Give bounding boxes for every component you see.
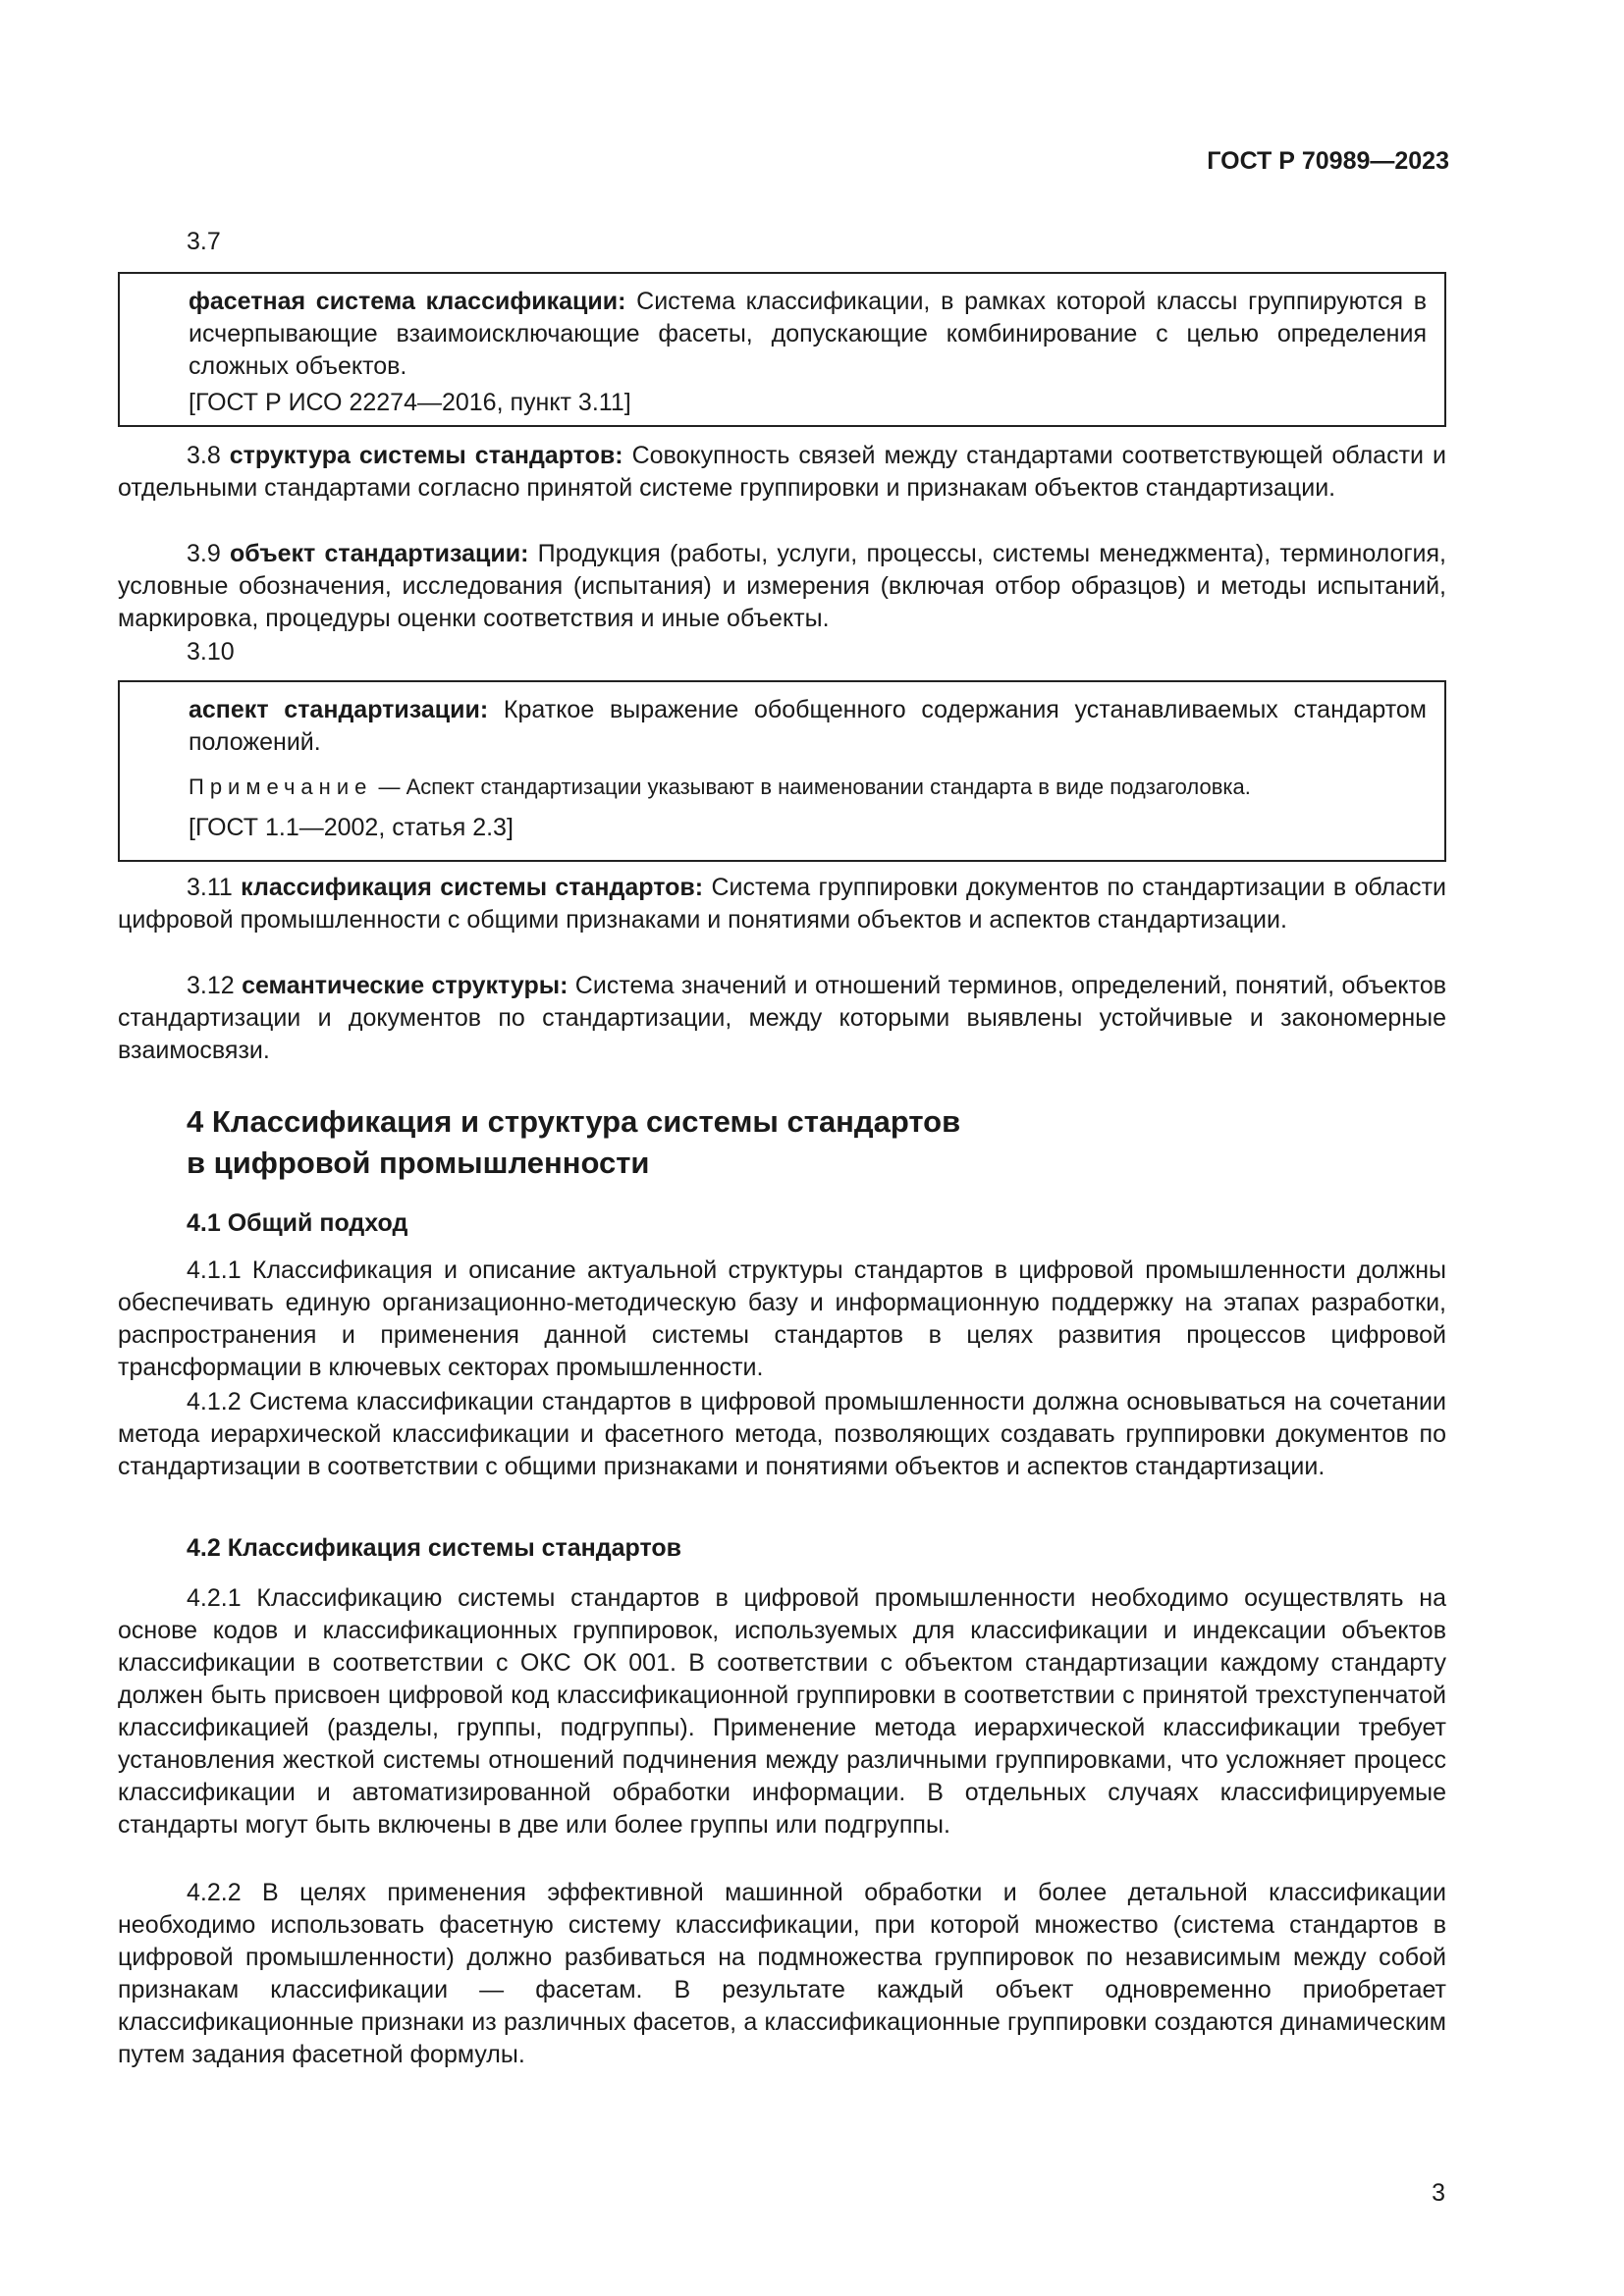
definition-box-3-7 [118,272,1446,427]
term: аспект стандартизации: [189,696,489,723]
term: объект стандартизации: [230,540,529,567]
source-reference: [ГОСТ 1.1—2002, статья 2.3] [189,814,514,841]
paragraph-4-2-2: 4.2.2 В целях применения эффективной машинной обработки и более детальной классификации необходимо использовать фасетную систему классификации, при которой множество (система стандартов в цифровой промышленности) должно разбиваться на подмножества группировок по независимым между собой признакам классификации — фасетам. В результате каждый объект одновременно приобретает классификационные признаки из различных фасетов, а классификационные группировки создаются динамическим путем задания фасетной формулы. [118,1879,1446,2068]
term: классификация системы стандартов: [241,874,704,901]
paragraph-4-1-2: 4.1.2 Система классификации стандартов в цифровой промышленности должна основываться на сочетании метода иерархической классификации и фасетного метода, позволяющих создавать группировки документов по стандартизации в соответствии с общими признаками и понятиями объектов и аспектов стандартизации. [118,1388,1446,1480]
note-label: Примечание [189,774,373,799]
section-title: 4 Классификация и структура системы стандартов в цифровой промышленности [187,1104,961,1180]
definition-box-3-10 [118,680,1446,862]
entry-3-11: 3.11 классификация системы стандартов: Система группировки документов по стандартизации в области цифровой промышленности с общими признаками и понятиями объектов и аспектов стандартизации. [118,874,1446,934]
note: Примечание — Аспект стандартизации указывают в наименовании стандарта в виде подзаголовка. [189,774,1251,799]
entry-number-3-7: 3.7 [187,228,221,255]
term: фасетная система классификации: [189,288,626,315]
paragraph-4-1-1: 4.1.1 Классификация и описание актуальной структуры стандартов в цифровой промышленности должны обеспечивать единую организационно-методическую базу и информационную поддержку на этапах разработки, распространения и применения данной системы стандартов в целях развития процессов цифровой трансформации в ключевых секторах промышленности. [118,1256,1446,1381]
source-reference: [ГОСТ Р ИСО 22274—2016, пункт 3.11] [189,389,631,416]
entry-3-9: 3.9 объект стандартизации: Продукция (работы, услуги, процессы, системы менеджмента), терминология, условные обозначения, исследования (испытания) и измерения (включая отбор образцов) и методы испытаний, маркировка, процедуры оценки соответствия и иные объекты. [118,540,1447,632]
paragraph-4-2-1: 4.2.1 Классификацию системы стандартов в цифровой промышленности необходимо осуществлять на основе кодов и классификационных группировок, используемых для классификации и индексации объектов классификации в соответствии с ОКС ОК 001. В соответствии с объектом стандартизации каждому стандарту должен быть присвоен цифровой код классификационной группировки в соответствии с принятой трехступенчатой классификацией (разделы, группы, подгруппы). Применение метода иерархической классификации требует установления жесткой системы отношений подчинения между различными группировками, что усложняет процесс классификации и автоматизированной обработки информации. В отдельных случаях классифицируемые стандарты могут быть включены в две или более группы или подгруппы. [118,1584,1446,1839]
entry-3-12: 3.12 семантические структуры: Система значений и отношений терминов, определений, понятий, объектов стандартизации и документов по стандартизации, между которыми выявлены устойчивые и закономерные взаимосвязи. [118,972,1446,1064]
term: структура системы стандартов: [229,442,623,469]
definition-text: фасетная система классификации: Система классификации, в рамках которой классы группируются в исчерпывающие взаимоисключающие фасеты, допускающие комбинирование с целью определения сложных объектов. [189,288,1427,380]
subsection-title-4-2: 4.2 Классификация системы стандартов [187,1534,682,1562]
term: семантические структуры: [242,972,568,999]
entry-number-3-10: 3.10 [187,638,235,666]
page-number: 3 [1432,2179,1445,2207]
entry-3-8: 3.8 структура системы стандартов: Совокупность связей между стандартами соответствующей области и отдельными стандартами согласно принятой системе группировки и признакам объектов стандартизации. [118,442,1446,502]
document-code: ГОСТ Р 70989—2023 [1207,147,1449,175]
definition-text: аспект стандартизации: Краткое выражение обобщенного содержания устанавливаемых стандартом положений. [189,696,1427,756]
subsection-title-4-1: 4.1 Общий подход [187,1209,408,1237]
